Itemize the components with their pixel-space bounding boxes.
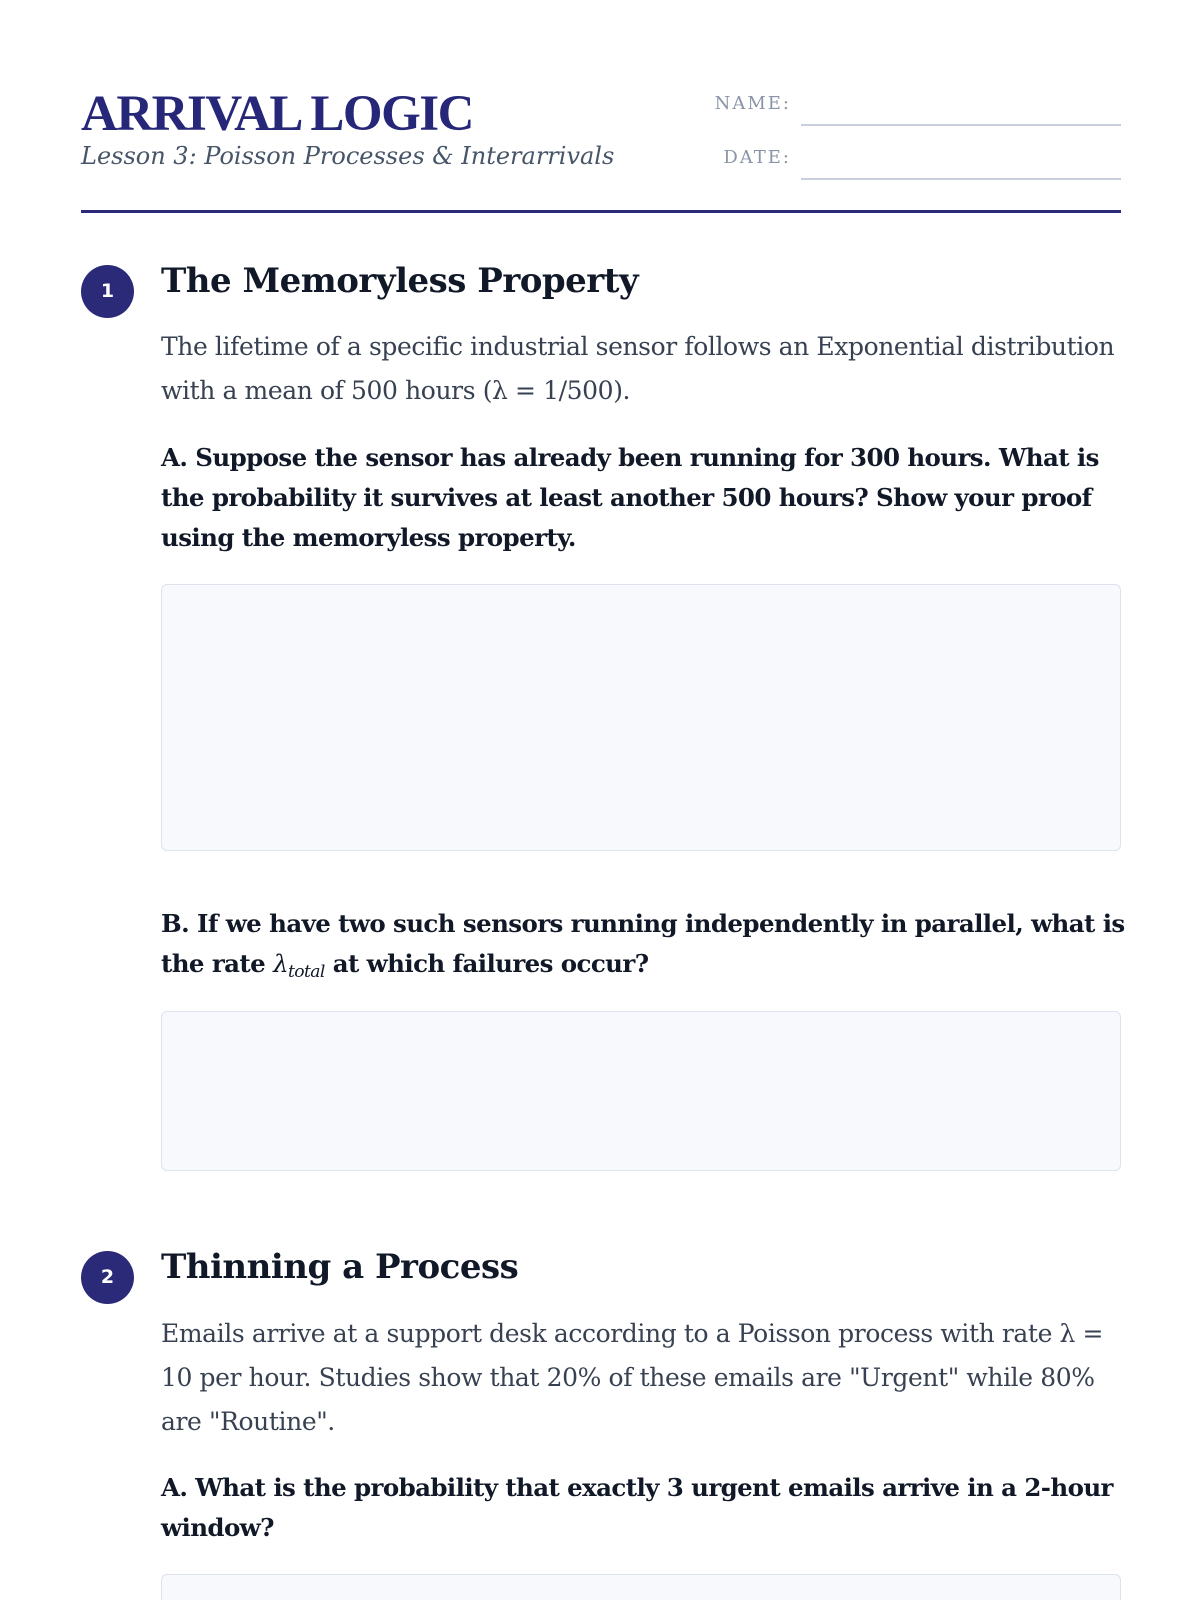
worksheet-header <box>81 84 1121 213</box>
question-text-part: at which failures occur? <box>324 949 649 978</box>
intro-text-end: per hour. Studies show that 20% of these emails are "Urgent" while 80% are "Routine". <box>161 1363 1095 1436</box>
question-text <box>161 904 1126 992</box>
name-field[interactable] <box>801 124 1121 126</box>
question-text-part: B. If we have two such sensors running independently in parallel, what is the rate <box>161 909 1125 978</box>
date-label: DATE: <box>723 147 791 168</box>
answer-box[interactable] <box>161 1011 1121 1171</box>
lambda-symbol: λ <box>273 949 289 978</box>
name-label: NAME: <box>714 93 791 114</box>
section-title: The Memoryless Property <box>161 261 639 301</box>
lambda-subscript: total <box>288 962 325 983</box>
question-text: A. Suppose the sensor has already been running for 300 hours. What is the probability it survives at least another 500 hours? Show your proof using the memoryless property. <box>161 443 1099 552</box>
section-number-badge: 1 <box>81 265 134 318</box>
intro-text: Emails arrive at a support desk according to a Poisson process with rate <box>161 1319 1060 1348</box>
date-field[interactable] <box>801 178 1121 180</box>
question-text: A. What is the probability that exactly 3 urgent emails arrive in a 2-hour window? <box>161 1473 1113 1542</box>
section-number-badge: 2 <box>81 1251 134 1304</box>
lambda-expression: λ = 10 <box>161 1319 1104 1392</box>
lesson-subtitle: Lesson 3: Poisson Processes & Interarrivals <box>81 142 615 170</box>
lambda-expression: λ = 1/500 <box>492 376 614 405</box>
section-intro <box>161 325 1121 413</box>
answer-box[interactable] <box>161 1574 1121 1600</box>
section-title: Thinning a Process <box>161 1247 519 1287</box>
answer-box[interactable] <box>161 584 1121 851</box>
intro-text: The lifetime of a specific industrial sensor follows an Exponential distribution with a mean of 500 hours ( <box>161 332 1115 405</box>
section-intro <box>161 1312 1121 1444</box>
intro-text-end: ). <box>613 376 631 405</box>
worksheet-title: ARRIVAL LOGIC <box>81 86 473 142</box>
